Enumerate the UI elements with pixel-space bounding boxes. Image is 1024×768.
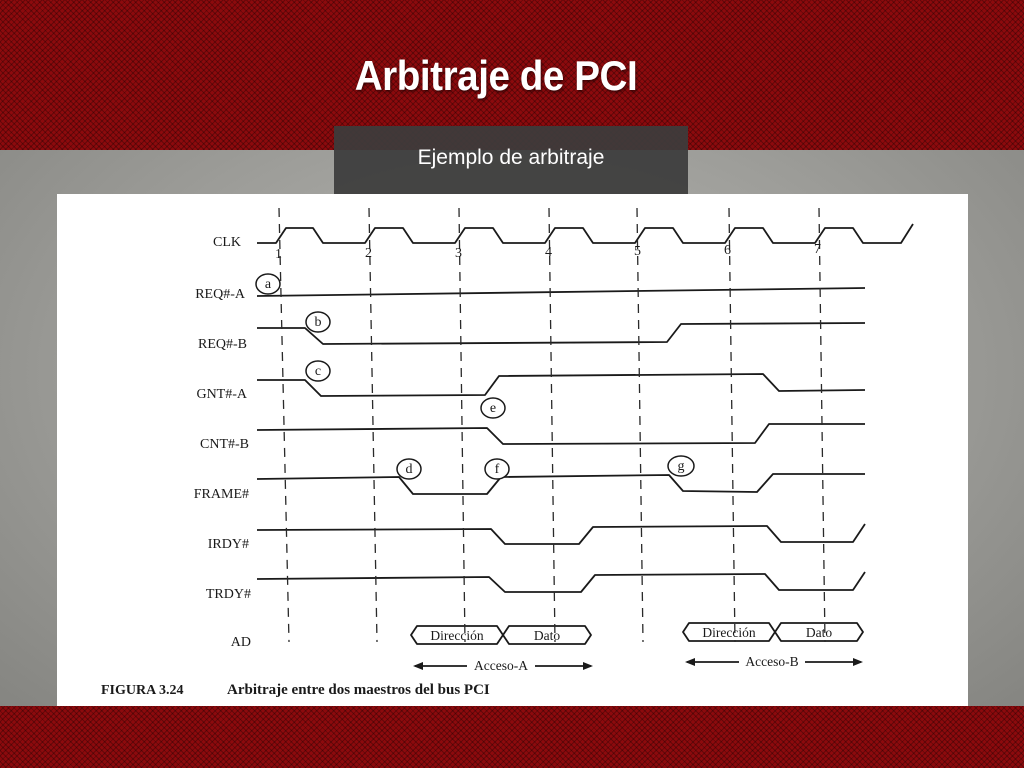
signal-label-clk: CLK	[213, 235, 241, 250]
ad-label-data-b: Dato	[805, 625, 833, 640]
wave-req-b	[257, 323, 865, 344]
wave-req-a	[257, 288, 865, 296]
access-label-b: Acceso-B	[745, 654, 799, 669]
clock-guide-4	[549, 208, 555, 642]
access-label-a: Acceso-A	[474, 658, 528, 673]
wave-cnt-b	[257, 424, 865, 444]
signal-label-req-b: REQ#-B	[198, 337, 247, 352]
signal-label-gnt-a: GNT#-A	[196, 387, 247, 402]
marker-letter-f: f	[494, 462, 500, 477]
figure-caption-text: Arbitraje entre dos maestros del bus PCI	[227, 682, 490, 698]
figure-caption-number: FIGURA 3.24	[101, 683, 184, 698]
clock-number-5: 5	[634, 244, 641, 259]
signal-label-req-a: REQ#-A	[195, 287, 245, 302]
signal-label-frame: FRAME#	[193, 487, 249, 502]
clock-guide-2	[369, 208, 377, 642]
wave-clk	[257, 224, 913, 243]
wave-irdy	[257, 524, 865, 544]
timing-diagram	[57, 194, 968, 706]
wave-gnt-a	[257, 374, 865, 396]
timing-diagram-figure	[57, 194, 968, 706]
signal-label-cnt-b: CNT#-B	[200, 437, 249, 452]
clock-number-7: 7	[814, 242, 821, 257]
ad-label-address-b: Dirección	[702, 625, 756, 640]
clock-number-3: 3	[455, 246, 462, 261]
clock-guide-6	[729, 208, 735, 642]
wave-frame	[257, 474, 865, 494]
arrowhead-acceso-b-left	[685, 658, 695, 666]
wave-trdy	[257, 572, 865, 592]
slide-title: Arbitraje de PCI	[354, 52, 638, 99]
clock-number-1: 1	[275, 247, 282, 262]
clock-guide-1	[279, 208, 289, 642]
signal-label-irdy: IRDY#	[207, 537, 249, 552]
marker-letter-g: g	[677, 459, 685, 474]
marker-letter-a: a	[264, 277, 272, 292]
clock-number-4: 4	[545, 245, 552, 260]
marker-letter-c: c	[314, 364, 322, 379]
ad-label-data-a: Dato	[533, 628, 561, 643]
bottom-banner	[0, 706, 1024, 768]
signal-label-trdy: TRDY#	[205, 587, 251, 602]
signal-label-ad: AD	[230, 635, 251, 650]
clock-number-6: 6	[724, 243, 731, 258]
marker-letter-b: b	[314, 315, 322, 330]
marker-letter-e: e	[489, 401, 497, 416]
marker-letter-d: d	[405, 462, 413, 477]
slide-subtitle: Ejemplo de arbitraje	[417, 146, 605, 169]
clock-guide-5	[637, 208, 643, 642]
clock-number-2: 2	[365, 246, 372, 261]
arrowhead-acceso-b-right	[853, 658, 863, 666]
clock-guide-7	[819, 208, 825, 642]
arrowhead-acceso-a-right	[583, 662, 593, 670]
arrowhead-acceso-a-left	[413, 662, 423, 670]
ad-label-address-a: Dirección	[430, 628, 484, 643]
